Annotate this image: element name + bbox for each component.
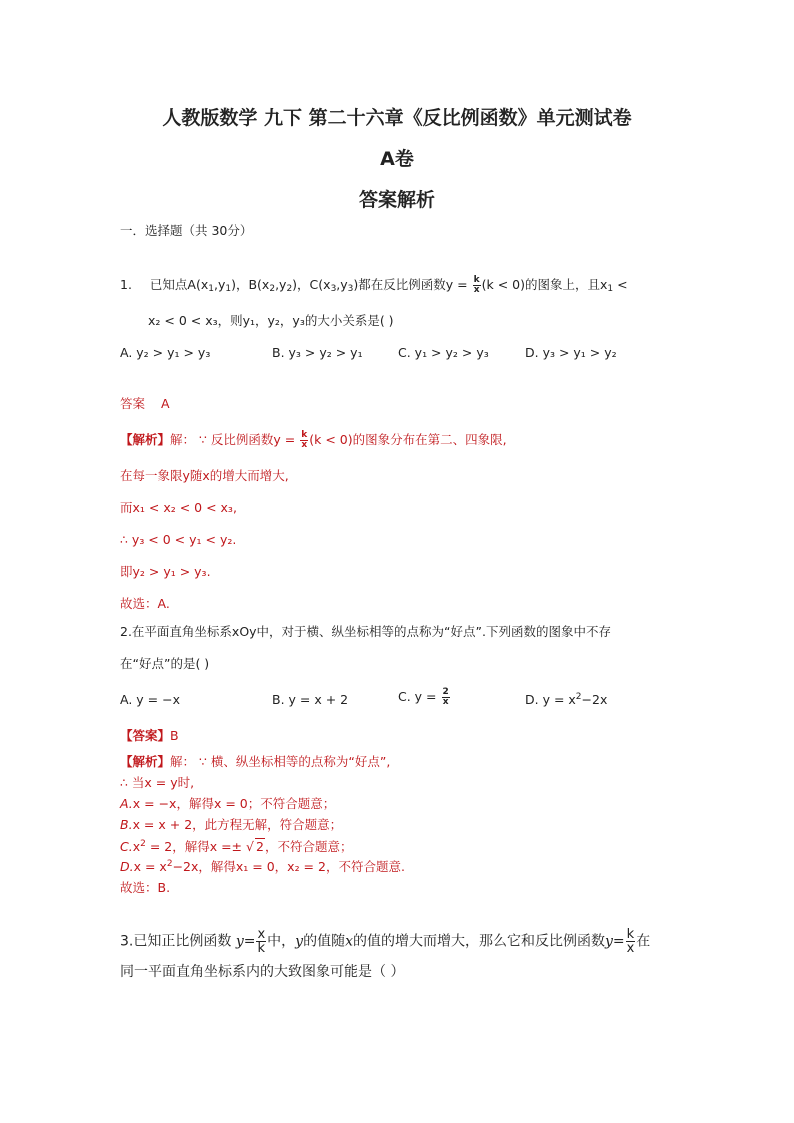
q1-step-2: 在每一象限y随x的增大而增大, [120,468,289,483]
q2-step-b: B.x = x + 2，此方程无解，符合题意； [120,817,343,832]
q1-analysis: 【解析】解： ∵ 反比例函数y = $\frac{k}{x}$ (k < 0)的图象分布在第二、四象限, [120,430,507,450]
section-heading: 一．选择题（共 30分） [120,223,253,238]
q1-step-3: 而x₁ < x₂ < 0 < x₃, [120,500,237,515]
q1-answer [120,396,170,412]
document-heading: 答案解析 [358,189,435,211]
q2-step-c: $C.x^2 = 2$，解得x =± √ 2，不符合题意； [120,839,353,854]
q1-line2: x₂ < 0 < x₃，则y₁，y₂，y₃的大小关系是( ) [148,313,394,328]
q2-step-d: $D.x = x^2-2x$，解得x₁ = 0，x₂ = 2，不符合题意. [120,859,405,874]
q2-answer-value: B [170,728,179,743]
q2-option-b: B. y = x + 2 [272,692,349,707]
q2-step-2: ∴ 当x = y时, [120,775,195,790]
q1-step-6: 故选：A. [120,596,170,611]
q1-step-5: 即y₂ > y₁ > y₃. [120,564,211,579]
q1-line1 [120,276,628,295]
q2-step-a: A.x = −x，解得x = 0；不符合题意； [120,796,336,811]
q1-text: 已知点$A(x_1,y_1)$，$B(x_2,y_2)$，$C(x_3,y_3)$都在反比例函数y = $\frac{k}{x}$ (k < 0)的图象上，且$x_1$ < [149,275,628,295]
q2-analysis: 【解析】解： ∵ 横、纵坐标相等的点称为“好点”, [120,754,391,769]
q2-step-end: 故选：B. [120,880,171,895]
q3-line1: 3.已知正比例函数 y= $\frac{x}{k}$ 中，y的值随x的值的增大而增大，那么它和反比例函数y= $\frac{k}{x}$ 在 [120,927,651,956]
q1-analysis-tag: 【解析】 [120,432,171,447]
q2-option-c: C. y = $\frac{2}{x}$ [398,687,449,707]
q1-step-4: ∴ y₃ < 0 < y₁ < y₂. [120,532,237,547]
q2-answer [120,728,179,744]
q1-option-c: C. y₁ > y₂ > y₃ [398,345,489,360]
q2-line1: 2.在平面直角坐标系xOy中，对于横、纵坐标相等的点称为“好点”.下列函数的图象中不存 [120,624,611,639]
q1-number: 1. [120,277,132,292]
document-subtitle: A卷 [380,148,414,170]
q2-option-a: A. y = −x [120,692,180,707]
q1-option-b: B. y₃ > y₂ > y₁ [272,345,363,360]
q2-line2: 在“好点”的是( ) [120,656,210,671]
q1-option-a: A. y₂ > y₁ > y₃ [120,345,211,360]
q2-option-d: D. $y = x^2-2x$ [525,692,608,707]
q1-fraction: $\frac{k}{x}$ [473,275,480,295]
q1-option-d: D. y₃ > y₁ > y₂ [525,345,617,360]
q2-answer-tag: 【答案】 [120,728,171,743]
q1-answer-value: A [161,396,170,411]
q3-line2: 同一平面直角坐标系内的大致图象可能是（ ） [120,964,405,980]
document-title: 人教版数学 九下 第二十六章《反比例函数》单元测试卷 [162,107,632,129]
q1-answer-label: 答案 [120,396,146,411]
